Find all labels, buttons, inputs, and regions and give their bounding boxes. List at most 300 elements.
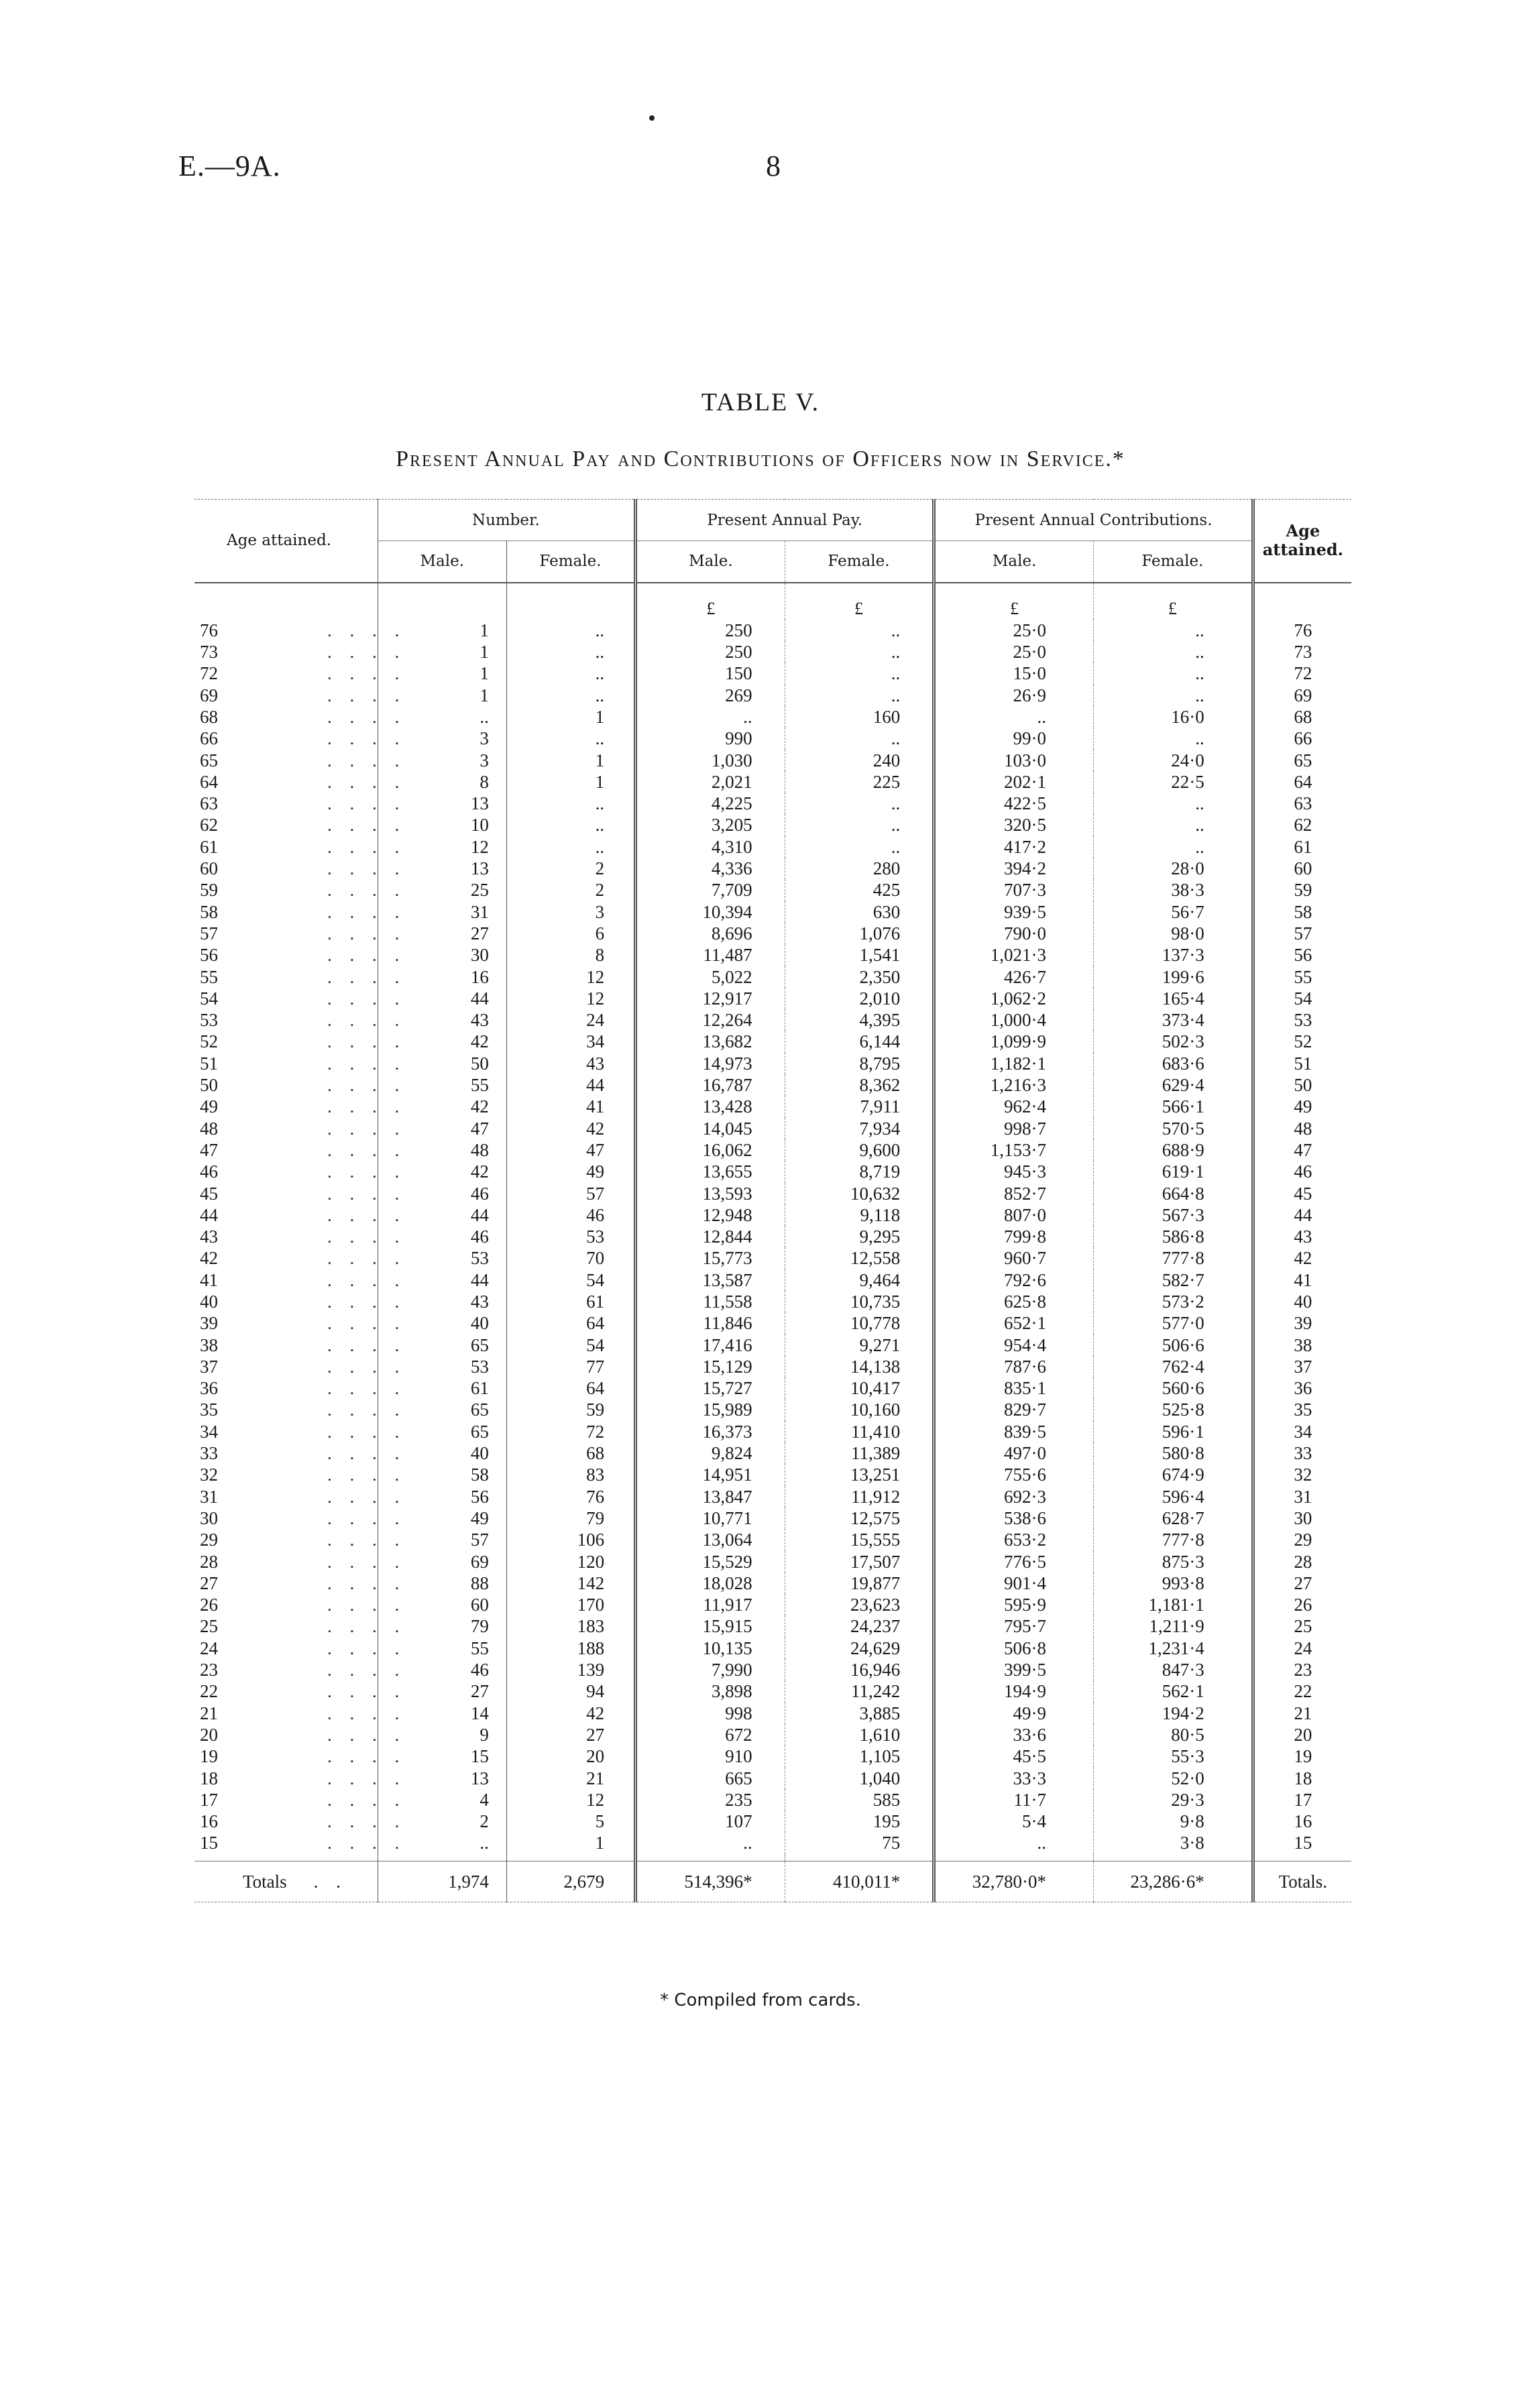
number-female-cell: 61	[506, 1291, 635, 1312]
contributions-female-cell: 137·3	[1094, 944, 1253, 966]
age-attained-cell: 63 . . . .	[200, 793, 406, 814]
table-row	[194, 923, 1351, 944]
contributions-female-cell: 506·6	[1094, 1334, 1253, 1356]
age-attained-right-cell: 50	[1253, 1074, 1351, 1096]
table-row	[194, 1269, 1351, 1291]
table-subtitle: Present Annual Pay and Contributions of Officers now in Service.*	[396, 447, 1125, 471]
number-male-cell: 42	[378, 1031, 506, 1052]
table-row	[194, 1811, 1351, 1832]
contributions-male-cell: 25·0	[934, 641, 1094, 663]
number-female-cell: 6	[506, 923, 635, 944]
pay-female-cell: 75	[785, 1832, 934, 1853]
age-attained-cell: 26 . . . .	[200, 1595, 406, 1615]
totals-number-female: 2,679	[506, 1861, 635, 1902]
contributions-female-cell: 98·0	[1094, 923, 1253, 944]
age-attained-cell: 53 . . . .	[200, 1010, 406, 1031]
contributions-male-cell: 417·2	[934, 836, 1094, 858]
table-row	[194, 1053, 1351, 1074]
age-attained-cell: 42 . . . .	[200, 1248, 406, 1269]
contributions-male-cell: 1,182·1	[934, 1053, 1094, 1074]
age-attained-cell: 44 . . . .	[200, 1204, 406, 1225]
number-male-cell: 31	[378, 901, 506, 923]
pay-male-cell: 14,951	[636, 1464, 785, 1485]
number-male-cell: 65	[378, 1334, 506, 1356]
pay-female-cell: 9,271	[785, 1334, 934, 1356]
number-female-cell: 5	[506, 1811, 635, 1832]
contributions-male-cell: 11·7	[934, 1789, 1094, 1811]
number-female-cell: 183	[506, 1615, 635, 1637]
contributions-female-cell: 9·8	[1094, 1811, 1253, 1832]
contributions-male-cell: 538·6	[934, 1507, 1094, 1529]
pay-male-cell: 16,062	[636, 1139, 785, 1161]
contributions-female-cell: 22·5	[1094, 771, 1253, 793]
age-attained-cell: 72 . . . .	[200, 663, 406, 684]
number-female-cell: 46	[506, 1204, 635, 1226]
pay-male-cell: 3,898	[636, 1680, 785, 1702]
age-attained-cell: 37 . . . .	[200, 1356, 406, 1377]
contributions-female-cell: 847·3	[1094, 1659, 1253, 1680]
number-female-cell: 139	[506, 1659, 635, 1680]
totals-label: Totals . .	[194, 1861, 378, 1902]
pay-female-cell: 1,105	[785, 1745, 934, 1767]
age-attained-cell: 25 . . . .	[200, 1616, 406, 1637]
pay-female-cell: 12,558	[785, 1247, 934, 1269]
number-male-cell: 43	[378, 1009, 506, 1031]
number-male-cell: 40	[378, 1442, 506, 1464]
age-attained-right-header: Age attained.	[1253, 500, 1351, 583]
pay-female-cell: ..	[785, 728, 934, 749]
table-row	[194, 901, 1351, 923]
age-attained-right-cell: 17	[1253, 1789, 1351, 1811]
number-female-cell: 170	[506, 1594, 635, 1615]
table-row	[194, 1421, 1351, 1442]
pay-male-cell: 15,773	[636, 1247, 785, 1269]
pay-male-cell: 10,394	[636, 901, 785, 923]
contributions-male-cell: 1,000·4	[934, 1009, 1094, 1031]
age-attained-right-cell: 25	[1253, 1615, 1351, 1637]
contributions-male-cell: 776·5	[934, 1551, 1094, 1572]
table-row	[194, 1594, 1351, 1615]
age-attained-cell: 45 . . . .	[200, 1183, 406, 1204]
contributions-female-cell: 80·5	[1094, 1724, 1253, 1745]
table-row	[194, 1551, 1351, 1572]
table-row	[194, 1377, 1351, 1399]
pay-male-cell: 990	[636, 728, 785, 749]
age-attained-right-cell: 16	[1253, 1811, 1351, 1832]
contributions-female-cell: ..	[1094, 728, 1253, 749]
pay-female-cell: 240	[785, 750, 934, 771]
contributions-female-cell: 619·1	[1094, 1161, 1253, 1182]
contributions-male-cell: 426·7	[934, 966, 1094, 988]
contributions-male-cell: 394·2	[934, 858, 1094, 879]
age-attained-cell: 32 . . . .	[200, 1465, 406, 1485]
pay-male-cell: 672	[636, 1724, 785, 1745]
age-attained-cell: 34 . . . .	[200, 1421, 406, 1442]
number-female-cell: 43	[506, 1053, 635, 1074]
contributions-male-cell: 595·9	[934, 1594, 1094, 1615]
pay-female-cell: 8,719	[785, 1161, 934, 1182]
pay-male-cell: 18,028	[636, 1572, 785, 1594]
number-male-cell: 3	[378, 750, 506, 771]
number-female-cell: 27	[506, 1724, 635, 1745]
age-attained-cell: 17 . . . .	[200, 1789, 406, 1810]
pay-female-cell: 11,389	[785, 1442, 934, 1464]
age-attained-right-cell: 42	[1253, 1247, 1351, 1269]
contributions-male-cell: 939·5	[934, 901, 1094, 923]
pay-male-cell: 12,948	[636, 1204, 785, 1226]
number-female-cell: 42	[506, 1118, 635, 1139]
age-attained-right-cell: 24	[1253, 1638, 1351, 1659]
age-attained-right-cell: 60	[1253, 858, 1351, 879]
age-attained-cell: 49 . . . .	[200, 1096, 406, 1117]
pay-male-cell: 15,915	[636, 1615, 785, 1637]
age-attained-right-cell: 44	[1253, 1204, 1351, 1226]
number-female-cell: 47	[506, 1139, 635, 1161]
table-row	[194, 1247, 1351, 1269]
age-attained-right-cell: 76	[1253, 620, 1351, 641]
age-attained-right-cell: 61	[1253, 836, 1351, 858]
number-female-cell: 21	[506, 1768, 635, 1789]
number-male-cell: ..	[378, 706, 506, 728]
table-row	[194, 1312, 1351, 1334]
number-male-cell: 1	[378, 685, 506, 706]
table-row	[194, 814, 1351, 836]
number-female-cell: 142	[506, 1572, 635, 1594]
table-row	[194, 685, 1351, 706]
pay-male-cell: 15,989	[636, 1399, 785, 1420]
contributions-male-cell: 653·2	[934, 1529, 1094, 1550]
pay-female-cell: 11,912	[785, 1486, 934, 1507]
contributions-female-cell: 567·3	[1094, 1204, 1253, 1226]
number-female-cell: 72	[506, 1421, 635, 1442]
pay-female-cell: 16,946	[785, 1659, 934, 1680]
number-female-cell: 1	[506, 706, 635, 728]
table-row	[194, 1615, 1351, 1637]
table-row	[194, 988, 1351, 1009]
number-female-header: Female.	[506, 541, 635, 583]
page-number: 8	[766, 150, 781, 182]
age-attained-right-cell: 20	[1253, 1724, 1351, 1745]
contributions-female-cell: 38·3	[1094, 879, 1253, 901]
age-attained-cell: 41 . . . .	[200, 1269, 406, 1290]
number-male-cell: 30	[378, 944, 506, 966]
pay-female-cell: 8,362	[785, 1074, 934, 1096]
number-male-cell: ..	[378, 1832, 506, 1853]
age-attained-cell: 35 . . . .	[200, 1399, 406, 1420]
contributions-female-cell: 570·5	[1094, 1118, 1253, 1139]
number-female-cell: 20	[506, 1745, 635, 1767]
table-row	[194, 1832, 1351, 1853]
pay-female-cell: 1,541	[785, 944, 934, 966]
contributions-male-cell: 1,062·2	[934, 988, 1094, 1009]
number-male-cell: 14	[378, 1703, 506, 1724]
number-male-cell: 13	[378, 858, 506, 879]
number-male-cell: 44	[378, 1204, 506, 1226]
pay-male-cell: 107	[636, 1811, 785, 1832]
number-female-cell: 49	[506, 1161, 635, 1182]
number-male-cell: 60	[378, 1594, 506, 1615]
number-female-cell: 64	[506, 1377, 635, 1399]
number-female-cell: 42	[506, 1703, 635, 1724]
contributions-male-cell: 839·5	[934, 1421, 1094, 1442]
contributions-female-cell: 586·8	[1094, 1226, 1253, 1247]
number-female-cell: ..	[506, 641, 635, 663]
contributions-female-cell: 29·3	[1094, 1789, 1253, 1811]
age-attained-right-cell: 30	[1253, 1507, 1351, 1529]
table-row	[194, 944, 1351, 966]
pay-female-cell: 585	[785, 1789, 934, 1811]
age-attained-right-cell: 73	[1253, 641, 1351, 663]
contributions-male-cell: 26·9	[934, 685, 1094, 706]
age-attained-right-cell: 19	[1253, 1745, 1351, 1767]
contributions-female-cell: 577·0	[1094, 1312, 1253, 1334]
age-attained-header: Age attained.	[227, 532, 331, 550]
number-female-cell: 2	[506, 858, 635, 879]
age-attained-right-cell: 47	[1253, 1139, 1351, 1161]
contributions-female-cell: 55·3	[1094, 1745, 1253, 1767]
number-male-cell: 15	[378, 1745, 506, 1767]
table-title: TABLE V.	[701, 388, 820, 416]
currency-row	[194, 583, 1351, 620]
age-attained-cell: 18 . . . .	[200, 1768, 406, 1788]
pay-female-cell: 195	[785, 1811, 934, 1832]
age-attained-right-cell: 66	[1253, 728, 1351, 749]
pay-male-cell: 4,310	[636, 836, 785, 858]
pay-female-cell: ..	[785, 836, 934, 858]
contributions-female-header: Female.	[1094, 541, 1253, 583]
pound-sign: £	[934, 583, 1094, 620]
pay-female-cell: 11,242	[785, 1680, 934, 1702]
contributions-female-cell: 875·3	[1094, 1551, 1253, 1572]
contributions-male-cell: 807·0	[934, 1204, 1094, 1226]
contributions-female-cell: 52·0	[1094, 1768, 1253, 1789]
table-row	[194, 1572, 1351, 1594]
contributions-female-cell: 28·0	[1094, 858, 1253, 879]
contributions-male-cell: 790·0	[934, 923, 1094, 944]
number-male-cell: 25	[378, 879, 506, 901]
contributions-male-cell: 795·7	[934, 1615, 1094, 1637]
age-attained-right-cell: 15	[1253, 1832, 1351, 1853]
number-male-header: Male.	[378, 541, 506, 583]
age-attained-cell: 76 . . . .	[200, 620, 406, 640]
table-row	[194, 836, 1351, 858]
number-female-cell: ..	[506, 793, 635, 814]
table-row	[194, 1096, 1351, 1117]
number-female-cell: ..	[506, 620, 635, 641]
number-female-cell: 1	[506, 1832, 635, 1853]
age-attained-right-cell: 69	[1253, 685, 1351, 706]
pay-male-cell: 11,846	[636, 1312, 785, 1334]
pay-male-cell: 8,696	[636, 923, 785, 944]
contributions-male-header: Male.	[934, 541, 1094, 583]
pay-female-cell: 2,350	[785, 966, 934, 988]
number-female-cell: 94	[506, 1680, 635, 1702]
age-attained-cell: 50 . . . .	[200, 1075, 406, 1096]
age-attained-right-cell: 64	[1253, 771, 1351, 793]
pay-male-cell: 12,844	[636, 1226, 785, 1247]
age-attained-right-cell: 57	[1253, 923, 1351, 944]
pay-female-cell: 17,507	[785, 1551, 934, 1572]
number-female-cell: 1	[506, 750, 635, 771]
contributions-male-cell: 962·4	[934, 1096, 1094, 1117]
table-row	[194, 663, 1351, 684]
pay-female-cell: 24,629	[785, 1638, 934, 1659]
age-attained-cell: 15 . . . .	[200, 1833, 406, 1853]
age-attained-cell: 60 . . . .	[200, 858, 406, 879]
contributions-female-cell: 664·8	[1094, 1183, 1253, 1204]
number-male-cell: 46	[378, 1183, 506, 1204]
pay-female-cell: 425	[785, 879, 934, 901]
pay-female-cell: 160	[785, 706, 934, 728]
age-attained-cell: 31 . . . .	[200, 1486, 406, 1507]
table-row	[194, 641, 1351, 663]
footnote: * Compiled from cards.	[660, 1990, 861, 2010]
pay-male-cell: 269	[636, 685, 785, 706]
age-attained-cell: 19 . . . .	[200, 1746, 406, 1767]
number-female-cell: 70	[506, 1247, 635, 1269]
age-attained-cell: 28 . . . .	[200, 1551, 406, 1572]
age-attained-cell: 40 . . . .	[200, 1292, 406, 1312]
number-female-cell: 120	[506, 1551, 635, 1572]
pay-male-cell: 10,771	[636, 1507, 785, 1529]
pound-sign: £	[785, 583, 934, 620]
age-attained-right-cell: 34	[1253, 1421, 1351, 1442]
pay-female-cell: 7,934	[785, 1118, 934, 1139]
number-female-cell: 106	[506, 1529, 635, 1550]
number-male-cell: 65	[378, 1399, 506, 1420]
age-attained-right-cell: 56	[1253, 944, 1351, 966]
number-female-cell: 79	[506, 1507, 635, 1529]
contributions-female-cell: ..	[1094, 793, 1253, 814]
age-attained-right-cell: 40	[1253, 1291, 1351, 1312]
pay-female-cell: 11,410	[785, 1421, 934, 1442]
number-male-cell: 50	[378, 1053, 506, 1074]
contributions-male-cell: 945·3	[934, 1161, 1094, 1182]
age-attained-right-cell: 48	[1253, 1118, 1351, 1139]
contributions-male-cell: 901·4	[934, 1572, 1094, 1594]
table-row	[194, 1745, 1351, 1767]
table-row	[194, 1638, 1351, 1659]
table-row	[194, 966, 1351, 988]
number-female-cell: 53	[506, 1226, 635, 1247]
pay-female-cell: 2,010	[785, 988, 934, 1009]
age-attained-right-cell: 58	[1253, 901, 1351, 923]
table-row	[194, 1659, 1351, 1680]
age-attained-right-cell: 63	[1253, 793, 1351, 814]
pay-female-cell: 23,623	[785, 1594, 934, 1615]
number-male-cell: 1	[378, 620, 506, 641]
number-female-cell: 34	[506, 1031, 635, 1052]
contributions-female-cell: 628·7	[1094, 1507, 1253, 1529]
number-female-cell: 64	[506, 1312, 635, 1334]
age-attained-cell: 57 . . . .	[200, 923, 406, 943]
table-row	[194, 706, 1351, 728]
number-female-cell: 77	[506, 1356, 635, 1377]
contributions-female-cell: ..	[1094, 814, 1253, 836]
pay-male-cell: 1,030	[636, 750, 785, 771]
number-male-cell: 27	[378, 923, 506, 944]
table-row	[194, 1226, 1351, 1247]
number-male-cell: 56	[378, 1486, 506, 1507]
pay-female-cell: ..	[785, 663, 934, 684]
contributions-male-cell: 497·0	[934, 1442, 1094, 1464]
contributions-male-cell: 707·3	[934, 879, 1094, 901]
pay-male-header: Male.	[636, 541, 785, 583]
contributions-female-cell: 562·1	[1094, 1680, 1253, 1702]
age-attained-right-cell: 49	[1253, 1096, 1351, 1117]
age-attained-cell: 62 . . . .	[200, 815, 406, 836]
age-attained-cell: 47 . . . .	[200, 1139, 406, 1160]
pay-male-cell: 17,416	[636, 1334, 785, 1356]
table-row	[194, 1442, 1351, 1464]
pay-contributions-table	[194, 499, 1351, 1902]
totals-contributions-female: 23,286·6*	[1094, 1861, 1253, 1902]
contributions-male-cell: 25·0	[934, 620, 1094, 641]
contributions-male-cell: 1,099·9	[934, 1031, 1094, 1052]
age-attained-cell: 38 . . . .	[200, 1334, 406, 1355]
age-attained-right-cell: 55	[1253, 966, 1351, 988]
age-attained-cell: 52 . . . .	[200, 1031, 406, 1052]
pay-female-cell: 630	[785, 901, 934, 923]
number-female-cell: ..	[506, 663, 635, 684]
contributions-female-cell: 573·2	[1094, 1291, 1253, 1312]
contributions-female-cell: 16·0	[1094, 706, 1253, 728]
contributions-female-cell: 560·6	[1094, 1377, 1253, 1399]
age-attained-right-cell: 39	[1253, 1312, 1351, 1334]
document-code: E.—9A.	[178, 150, 281, 182]
contributions-male-cell: 202·1	[934, 771, 1094, 793]
number-male-cell: 88	[378, 1572, 506, 1594]
number-male-cell: 65	[378, 1421, 506, 1442]
contributions-male-cell: ..	[934, 706, 1094, 728]
table-row	[194, 1507, 1351, 1529]
pay-female-cell: ..	[785, 814, 934, 836]
age-attained-right-cell: 32	[1253, 1464, 1351, 1485]
age-attained-right-cell: 45	[1253, 1183, 1351, 1204]
contributions-female-cell: 674·9	[1094, 1464, 1253, 1485]
speck-mark	[649, 115, 655, 121]
age-attained-cell: 23 . . . .	[200, 1660, 406, 1680]
pay-female-cell: 1,610	[785, 1724, 934, 1745]
number-male-cell: 58	[378, 1464, 506, 1485]
pay-female-cell: 1,076	[785, 923, 934, 944]
contributions-female-cell: 629·4	[1094, 1074, 1253, 1096]
table-row	[194, 1118, 1351, 1139]
contributions-male-cell: 45·5	[934, 1745, 1094, 1767]
number-male-cell: 13	[378, 1768, 506, 1789]
pay-male-cell: 13,847	[636, 1486, 785, 1507]
pay-male-cell: 13,682	[636, 1031, 785, 1052]
number-male-cell: 53	[378, 1356, 506, 1377]
age-attained-cell: 29 . . . .	[200, 1530, 406, 1550]
number-male-cell: 57	[378, 1529, 506, 1550]
age-attained-right-cell: 22	[1253, 1680, 1351, 1702]
pound-sign: £	[636, 583, 785, 620]
number-female-cell: 54	[506, 1334, 635, 1356]
number-female-cell: 54	[506, 1269, 635, 1291]
number-male-cell: 12	[378, 836, 506, 858]
pay-female-cell: 7,911	[785, 1096, 934, 1117]
contributions-female-cell: 502·3	[1094, 1031, 1253, 1052]
contributions-female-cell: 762·4	[1094, 1356, 1253, 1377]
pay-female-cell: 1,040	[785, 1768, 934, 1789]
totals-pay-female: 410,011*	[785, 1861, 934, 1902]
pay-male-cell: 4,336	[636, 858, 785, 879]
contributions-male-cell: 755·6	[934, 1464, 1094, 1485]
number-female-cell: 12	[506, 988, 635, 1009]
number-female-cell: 1	[506, 771, 635, 793]
pay-male-cell: 13,428	[636, 1096, 785, 1117]
